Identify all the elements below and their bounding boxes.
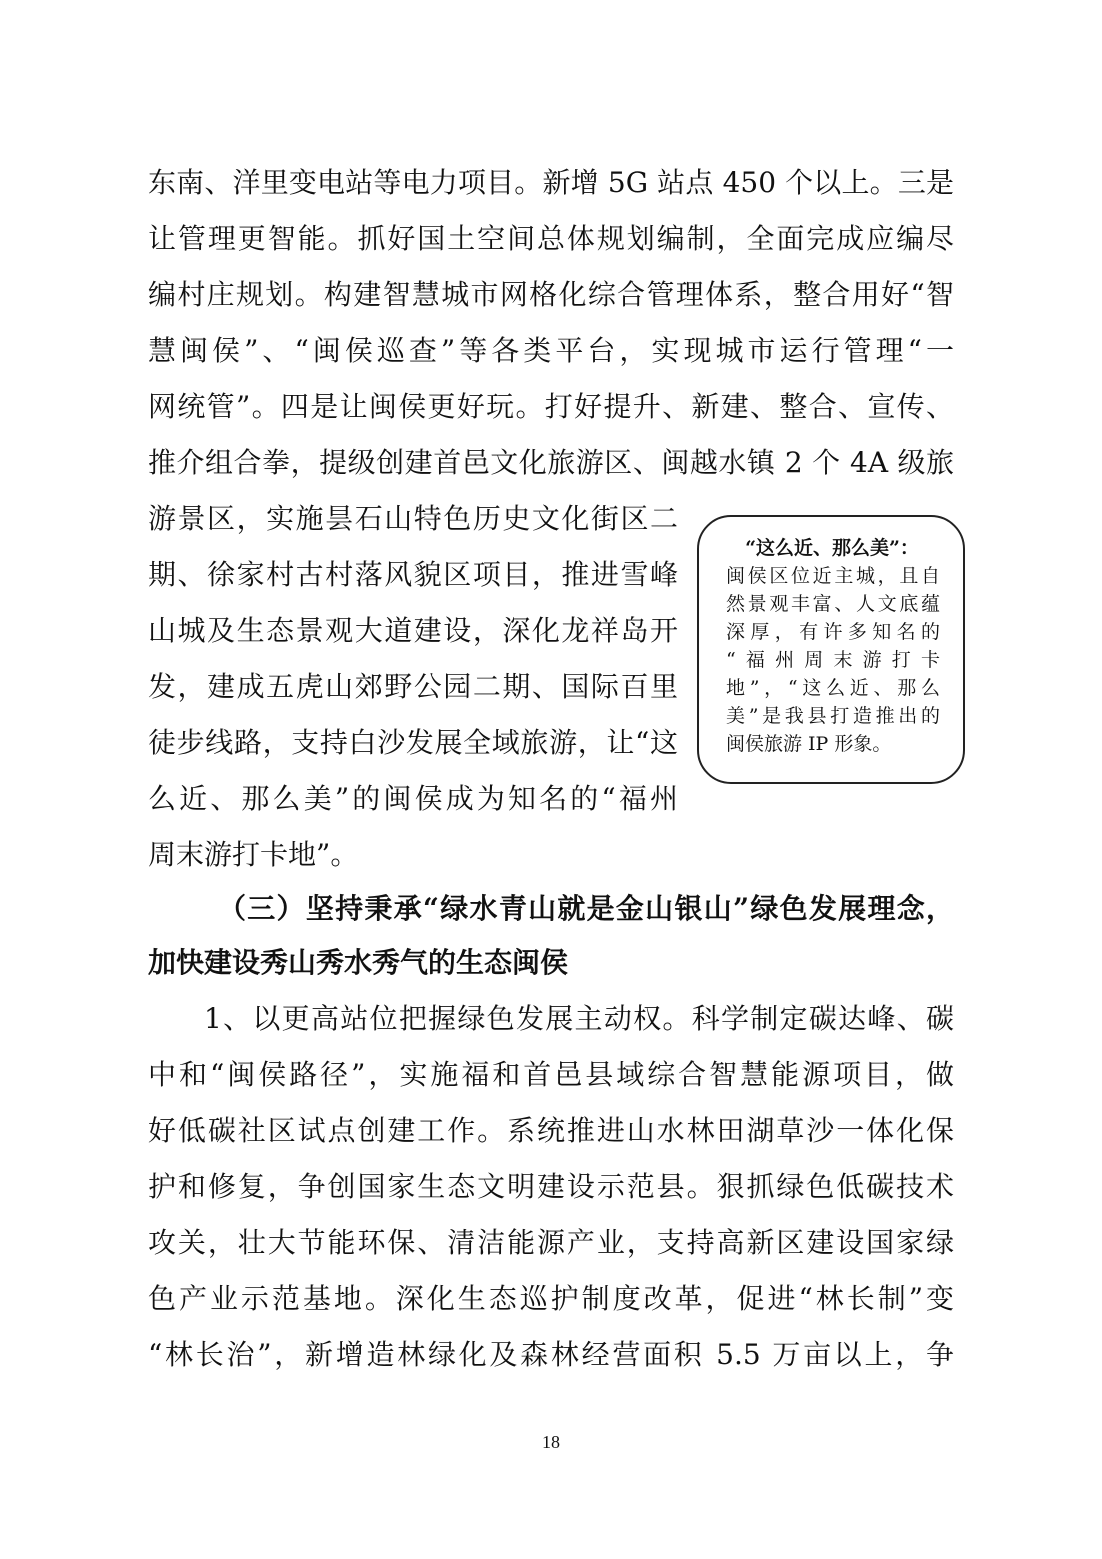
- body-line: 编村庄规划。构建智慧城市网格化综合管理体系，整合用好“智: [148, 278, 954, 311]
- body-line-wrapped: 期、徐家村古村落风貌区项目，推进雪峰: [148, 558, 678, 591]
- body-line: 让管理更智能。抓好国土空间总体规划编制，全面完成应编尽: [148, 222, 954, 255]
- body-line: 东南、洋里变电站等电力项目。新增 5G 站点 450 个以上。三是: [148, 166, 954, 199]
- callout-line: 闽侯旅游 IP 形象。: [726, 733, 892, 755]
- body-line: 推介组合拳，提级创建首邑文化旅游区、闽越水镇 2 个 4A 级旅: [148, 446, 954, 479]
- body-line-wrapped: 徒步线路，支持白沙发展全域旅游，让“这: [148, 726, 678, 759]
- body-line: “林长治”，新增造林绿化及森林经营面积 5.5 万亩以上，争: [148, 1338, 954, 1371]
- body-line: 网统管”。四是让闽侯更好玩。打好提升、新建、整合、宣传、: [148, 390, 954, 423]
- callout-line: “福州周末游打卡: [726, 649, 940, 671]
- body-line: 护和修复，争创国家生态文明建设示范县。狠抓绿色低碳技术: [148, 1170, 954, 1203]
- body-line: 中和“闽侯路径”，实施福和首邑县域综合智慧能源项目，做: [148, 1058, 954, 1091]
- body-line-wrapped: 么近、那么美”的闽侯成为知名的“福州: [148, 782, 678, 815]
- body-line-wrapped: 周末游打卡地”。: [148, 838, 359, 871]
- callout-line: 然景观丰富、人文底蕴: [726, 593, 940, 615]
- body-line: 1、以更高站位把握绿色发展主动权。科学制定碳达峰、碳: [204, 1002, 954, 1035]
- body-line: 慧闽侯”、“闽侯巡查”等各类平台，实现城市运行管理“一: [148, 334, 954, 367]
- body-line-wrapped: 游景区，实施昙石山特色历史文化街区二: [148, 502, 678, 535]
- section-heading: （三）坚持秉承“绿水青山就是金山银山”绿色发展理念，: [218, 892, 954, 925]
- callout-line: 地”，“这么近、那么: [726, 677, 940, 699]
- callout-title: “这么近、那么美”：: [745, 537, 919, 559]
- body-line: 好低碳社区试点创建工作。系统推进山水林田湖草沙一体化保: [148, 1114, 954, 1147]
- section-heading: 加快建设秀山秀水秀气的生态闽侯: [148, 946, 569, 979]
- callout-line: 闽侯区位近主城，且自: [726, 565, 940, 587]
- body-line-wrapped: 发，建成五虎山郊野公园二期、国际百里: [148, 670, 678, 703]
- body-line: 色产业示范基地。深化生态巡护制度改革，促进“林长制”变: [148, 1282, 954, 1315]
- callout-line: 深厚，有许多知名的: [726, 621, 940, 643]
- body-line-wrapped: 山城及生态景观大道建设，深化龙祥岛开: [148, 614, 678, 647]
- callout-line: 美”是我县打造推出的: [726, 705, 940, 727]
- body-line: 攻关，壮大节能环保、清洁能源产业，支持高新区建设国家绿: [148, 1226, 954, 1259]
- page-number: 18: [542, 1432, 560, 1452]
